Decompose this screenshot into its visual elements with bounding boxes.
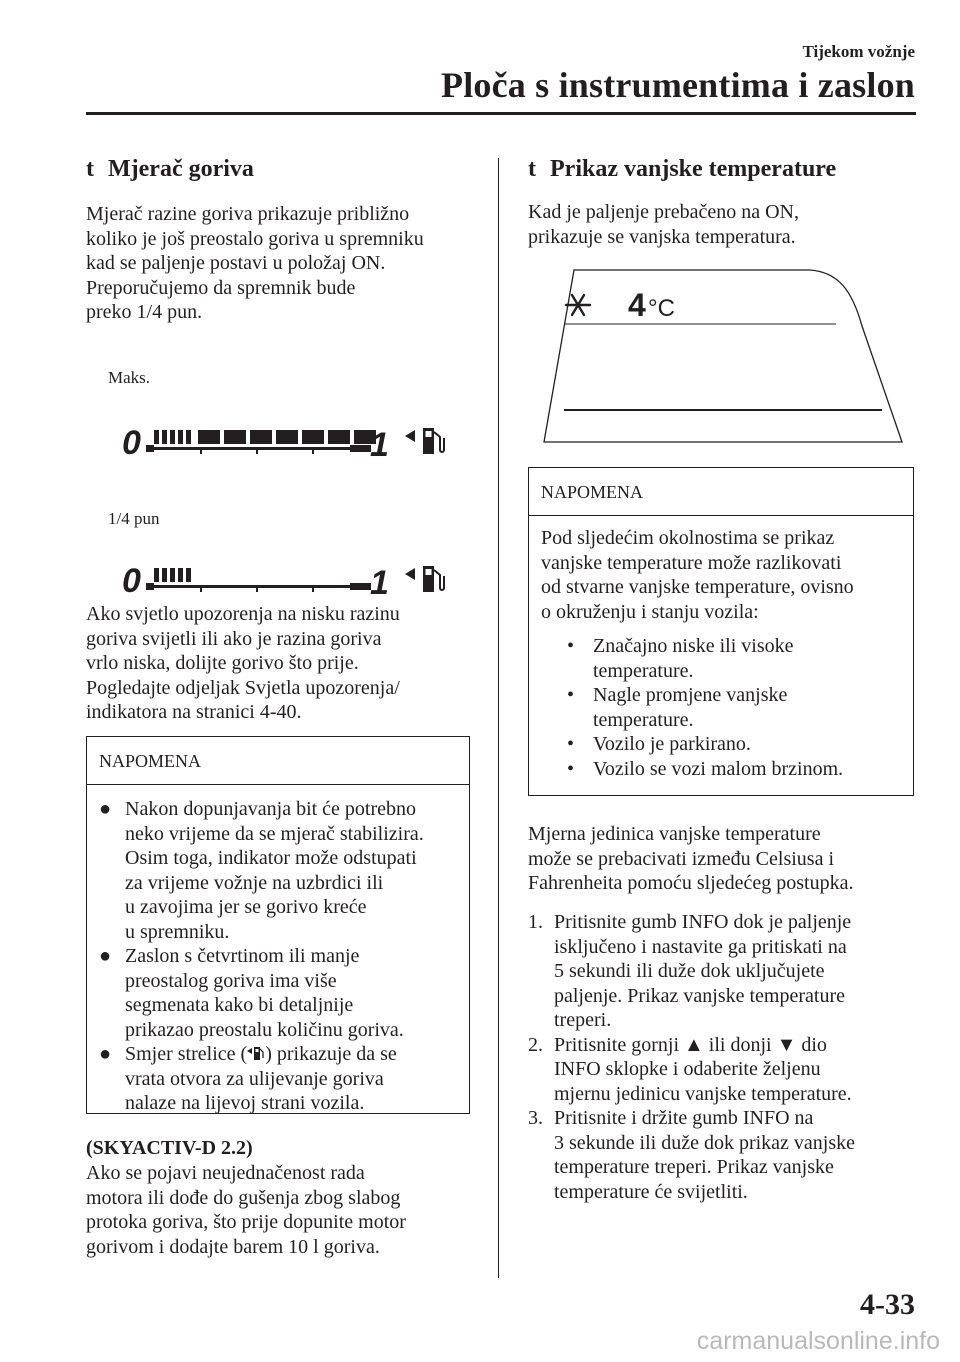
text-line: u spremniku. [125,920,230,943]
text-line: vrata otvora za ulijevanje goriva [125,1067,384,1090]
bullet: ● [99,945,112,967]
text-line: Značajno niske ili visoke [593,635,794,657]
fuel-gauge-quarter [118,556,463,602]
heading-bullet: t [528,156,536,182]
text-line: 5 sekundi ili duže dok uključujete [554,960,825,982]
bullet: ● [99,1043,112,1065]
text-line: Pod sljedećim okolnostima se prikaz [541,527,835,549]
text-line: protoka goriva, što prije dopunite motor [86,1211,406,1233]
text-line: treperi. [554,1009,612,1031]
text-line: Preporučujemo da spremnik bude [86,276,356,299]
text-line: gorivom i dodajte barem 10 l goriva. [86,1235,380,1258]
text-line: Pogledajte odjeljak Svjetla upozorenja/ [86,676,400,699]
temperature-note-box [528,467,914,796]
text-line: o okruženju i stanju vozila: [541,600,759,623]
heading-text: Mjerač goriva [108,156,254,182]
text-line: temperature. [593,659,694,682]
text-line: prikazuje se vanjska temperatura. [528,225,796,248]
text-line: nalaze na lijevoj strani vozila. [125,1092,365,1114]
text-line: preko 1/4 pun. [86,301,203,323]
text-line: mjernu jedinicu vanjske temperature. [554,1082,852,1105]
chapter-title: Ploča s instrumentima i zaslon [441,65,915,105]
display-outline [544,270,902,442]
heading-text: Prikaz vanjske temperature [550,156,837,182]
skyactiv-text [86,1161,486,1259]
fuel-pump-icon [247,1044,265,1062]
text-line: isključeno i nastavite ga pritiskati na [554,935,847,958]
text-line: kad se paljenje postavi u položaj ON. [86,252,386,274]
text-line: motora ili dođe do gušenja zbog slabog [86,1186,401,1209]
text-line: temperature. [593,708,694,731]
bullet: • [567,684,575,706]
text-line: Nagle promjene vanjske [593,684,788,706]
text-line: prikazao preostalu količinu goriva. [125,1018,404,1041]
text-line: Mjerna jedinica vanjske temperature [528,823,821,845]
text-line: 3 sekunde ili duže dok prikaz vanjske [554,1131,856,1154]
bullet: ● [99,798,112,820]
text-line: INFO sklopke i odaberite željenu [554,1058,821,1080]
text-line: preostalog goriva ima više [125,969,337,992]
gauge-max-caption: Maks. [108,368,151,387]
text-line: Vozilo je parkirano. [593,733,751,755]
fuel-note-box [86,736,470,1114]
text-line: Pritisnite gornji ▲ ili donji ▼ dio [554,1033,827,1056]
heading-bullet: t [86,156,94,182]
text-line: Fahrenheita pomoću sljedećeg postupka. [528,872,854,894]
text-line: Kad je paljenje prebačeno na ON, [528,201,799,223]
step-number: 2. [528,1033,543,1056]
text-line: za vrijeme vožnje na uzbrdici ili [125,871,384,894]
text-line: temperature treperi. Prikaz vanjske [554,1156,834,1178]
fuel-pump-icon [405,566,444,592]
fuel-pump-icon [405,428,444,454]
page-number: 4-33 [860,1288,915,1321]
text-line: Zaslon s četvrtinom ili manje [125,945,360,967]
unit-change-text [528,822,918,896]
fuel-gauge-max [118,418,463,464]
text-line: neko vrijeme da se mjerač stabilizira. [125,822,424,845]
note-item [99,1042,457,1116]
header-rule [86,112,916,115]
note-title: NAPOMENA [529,468,913,516]
fuel-gauge-intro [86,202,481,325]
text-line: Ako svjetlo upozorenja na nisku razinu [86,603,400,625]
step-number: 3. [528,1107,543,1129]
text-line: Osim toga, indikator može odstupati [125,847,417,869]
section-title: Tijekom vožnje [802,42,915,61]
skyactiv-title: (SKYACTIV-D 2.2) [86,1137,253,1159]
step-item [528,1106,920,1204]
watermark: carmanualsonline.info [696,1327,940,1355]
gauge-full-label: 1 [370,564,389,602]
outside-temp-heading [528,156,836,183]
text-line: Pritisnite i držite gumb INFO na [554,1107,814,1129]
text-line: paljenje. Prikaz vanjske temperature [554,984,845,1007]
text-line: goriva svijetli ili ako je razina goriva [86,627,382,650]
outside-temp-intro [528,200,913,249]
text-line: od stvarne vanjske temperature, ovisno [541,576,854,598]
text-line: vanjske temperature može razlikovati [541,551,842,574]
fuel-gauge-heading [86,156,254,183]
text-line: vrlo niska, dolijte gorivo što prije. [86,652,359,674]
text-line: Mjerač razine goriva prikazuje približno [86,203,410,225]
outside-temp-display [540,266,906,446]
bullet: • [567,635,575,657]
note-item [99,944,457,1042]
step-number: 1. [528,911,543,933]
text-line: Ako se pojavi neujednačenost rada [86,1162,365,1184]
text-line: temperature će svijetliti. [554,1180,748,1203]
gauge-quarter-caption: 1/4 pun [108,509,160,528]
text-line: Nakon dopunjavanja bit će potrebno [125,798,417,820]
text-line: može se prebacivati između Celsiusa i [528,847,835,870]
gauge-empty-label: 0 [122,562,141,600]
note-item [567,683,901,732]
text-line: indikatora na stranici 4-40. [86,701,302,723]
gauge-full-label: 1 [370,426,389,464]
text-line: koliko je još preostalo goriva u spremniku [86,227,424,250]
text-line: Vozilo se vozi malom brzinom. [593,757,844,780]
text-line: Smjer strelice ( ) prikazuje da se [125,1043,397,1065]
temperature-value: 4 [628,287,646,323]
note-item [567,634,901,683]
note-title: NAPOMENA [87,737,469,785]
gauge-segments [146,568,371,592]
step-item [528,910,920,1033]
bullet: • [567,757,575,780]
gauge-segments [146,430,376,454]
gauge-empty-label: 0 [122,424,141,462]
unit-change-steps [528,910,920,1204]
note-item [567,757,901,782]
text-line: segmenata kako bi detaljnije [125,994,354,1016]
step-item [528,1033,920,1107]
column-divider [498,158,499,1278]
note-item [99,797,457,944]
text-line: Pritisnite gumb INFO dok je paljenje [554,911,852,933]
text-line: u zavojima jer se gorivo kreće [125,896,367,918]
temperature-unit: °C [648,295,675,322]
bullet: • [567,733,575,755]
note-item [567,732,901,757]
low-fuel-warning-text [86,602,481,725]
